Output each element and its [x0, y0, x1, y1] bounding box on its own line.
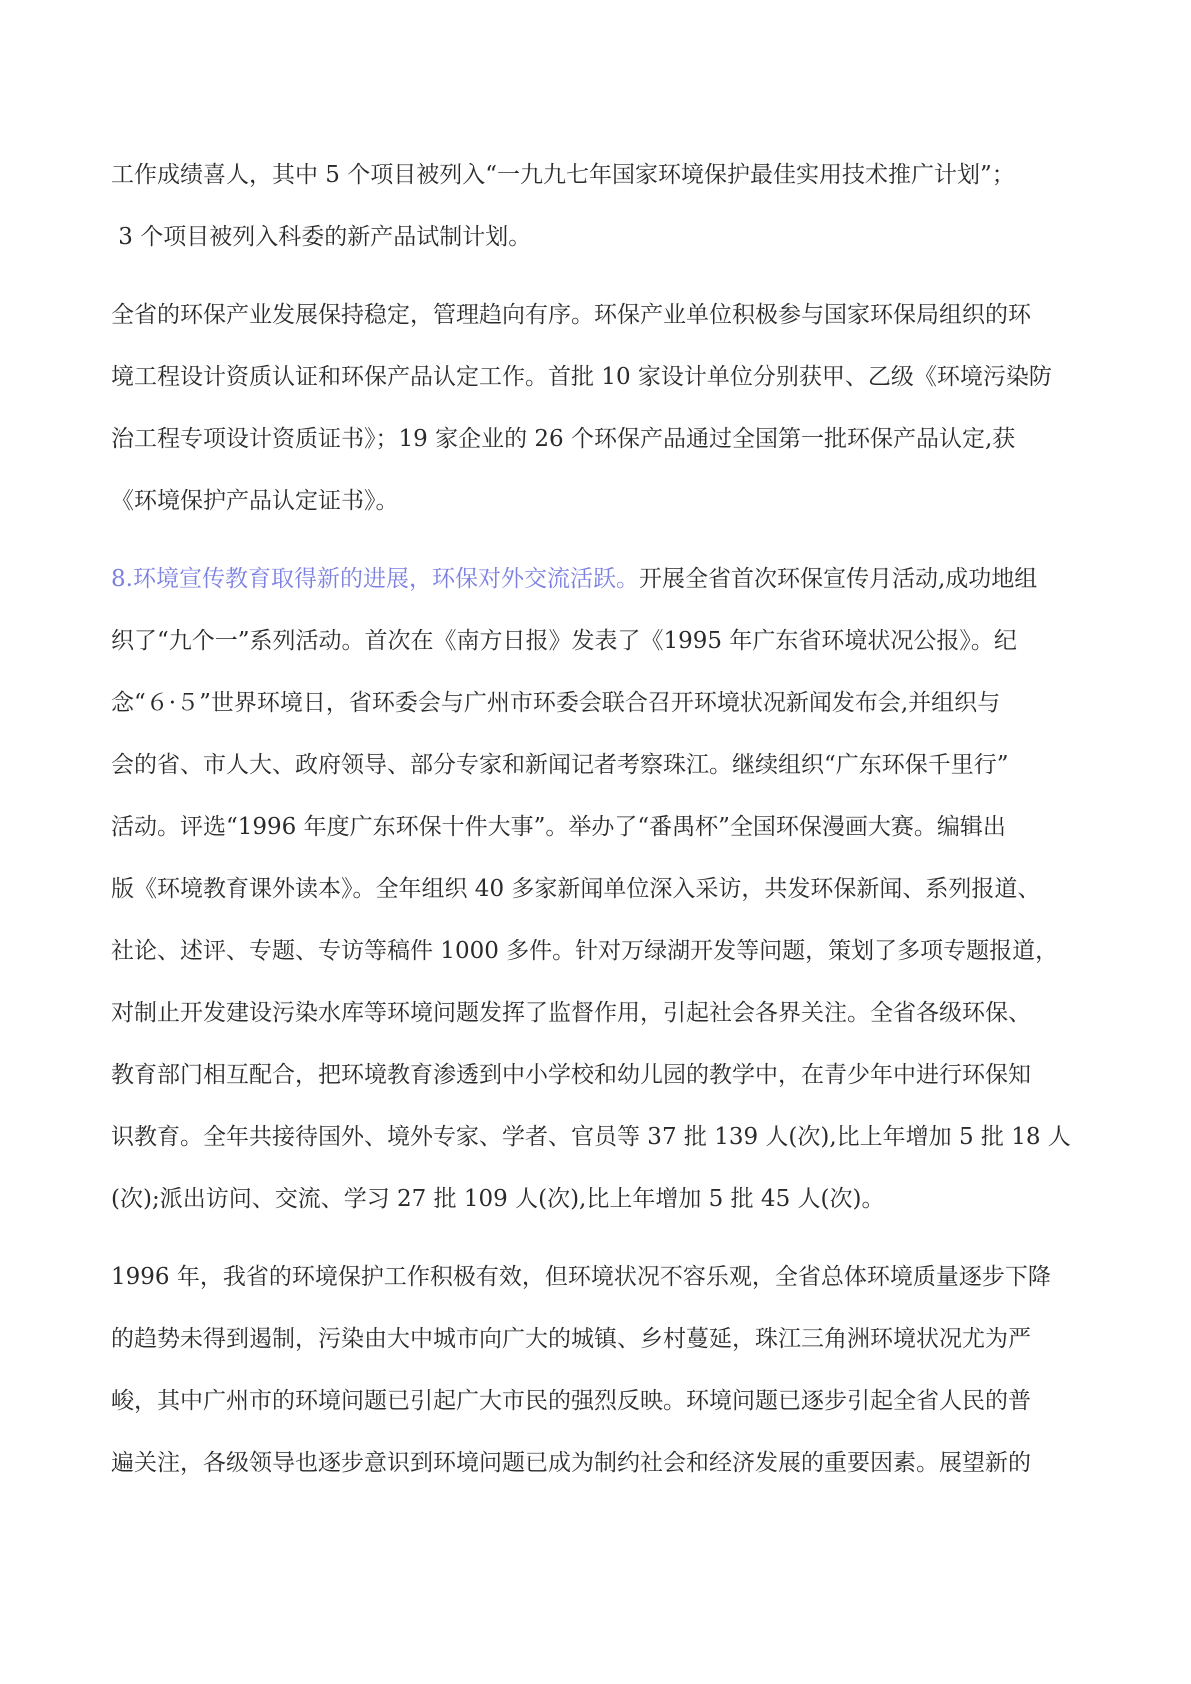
paragraph-2-line-1: 全省的环保产业发展保持稳定，管理趋向有序。环保产业单位积极参与国家环保局组织的环: [111, 302, 1031, 328]
paragraph-3-line-11: (次);派出访问、交流、学习 27 批 109 人(次),比上年增加 5 批 45 人(次)。: [111, 1186, 885, 1212]
paragraph-3-line-1: [111, 559, 1101, 599]
paragraph-4-line-1: 1996 年，我省的环境保护工作积极有效，但环境状况不容乐观，全省总体环境质量逐步下降: [111, 1264, 1051, 1290]
paragraph-3-line-5: 活动。评选“1996 年度广东环保十件大事”。举办了“番禺杯”全国环保漫画大赛。编辑出: [111, 814, 1006, 840]
section-first-line-text: 开展全省首次环保宣传月活动,成功地组: [638, 566, 1038, 592]
paragraph-2-line-2: 境工程设计资质认证和环保产品认定工作。首批 10 家设计单位分别获甲、乙级《环境污染防: [111, 364, 1052, 390]
paragraph-2-line-3: 治工程专项设计资质证书》；19 家企业的 26 个环保产品通过全国第一批环保产品认定,获: [111, 426, 1016, 452]
paragraph-3-line-8: 对制止开发建设污染水库等环境问题发挥了监督作用，引起社会各界关注。全省各级环保、: [111, 1000, 1031, 1026]
section-heading: 8.环境宣传教育取得新的进展，环保对外交流活跃。: [111, 566, 639, 592]
paragraph-3-line-2: 织了“九个一”系列活动。首次在《南方日报》发表了《1995 年广东省环境状况公报》。纪: [111, 628, 1017, 654]
paragraph-4-line-2: 的趋势未得到遏制，污染由大中城市向广大的城镇、乡村蔓延，珠江三角洲环境状况尤为严: [111, 1326, 1031, 1352]
paragraph-3-line-3: 念“６·５”世界环境日，省环委会与广州市环委会联合召开环境状况新闻发布会,并组织与: [111, 690, 1001, 716]
paragraph-3-line-4: 会的省、市人大、政府领导、部分专家和新闻记者考察珠江。继续组织“广东环保千里行”: [111, 752, 1009, 778]
paragraph-3-line-7: 社论、述评、专题、专访等稿件 1000 多件。针对万绿湖开发等问题，策划了多项专题报道，: [111, 938, 1059, 964]
paragraph-2-line-4: 《环境保护产品认定证书》。: [111, 488, 399, 514]
paragraph-1-line-1: 工作成绩喜人，其中 5 个项目被列入“一九九七年国家环境保护最佳实用技术推广计划”；: [111, 162, 1015, 188]
paragraph-3-line-6: 版《环境教育课外读本》。全年组织 40 多家新闻单位深入采访，共发环保新闻、系列报道、: [111, 876, 1041, 902]
paragraph-4-line-4: 遍关注，各级领导也逐步意识到环境问题已成为制约社会和经济发展的重要因素。展望新的: [111, 1450, 1031, 1476]
paragraph-3-line-9: 教育部门相互配合，把环境教育渗透到中小学校和幼儿园的教学中，在青少年中进行环保知: [111, 1062, 1031, 1088]
paragraph-4-line-3: 峻，其中广州市的环境问题已引起广大市民的强烈反映。环境问题已逐步引起全省人民的普: [111, 1388, 1031, 1414]
paragraph-3-line-10: 识教育。全年共接待国外、境外专家、学者、官员等 37 批 139 人(次),比上年增加 5 批 18 人: [111, 1124, 1071, 1150]
paragraph-1-line-2: 3 个项目被列入科委的新产品试制计划。: [111, 224, 532, 250]
